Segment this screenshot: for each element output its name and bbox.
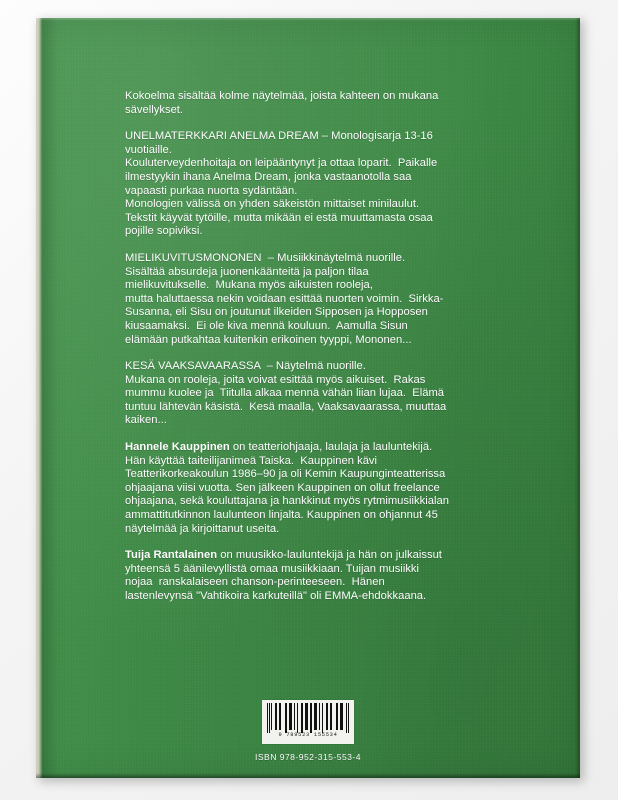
blurb-line: sävellykset.	[125, 103, 184, 116]
barcode-bars-svg	[266, 703, 350, 733]
cover-bottom-edge	[36, 773, 580, 778]
barcode-digits: 9 789523 155534	[278, 732, 338, 738]
blurb-line: kaiken...	[125, 414, 167, 427]
blurb-paragraph	[125, 252, 529, 347]
blurb-line: näytelmää ja kirjoittanut useita.	[125, 522, 280, 535]
blurb-line: ohjaajana viisi vuotta. Sen jälkeen Kauppinen on ollut freelance	[125, 481, 440, 494]
blurb-line	[125, 441, 529, 455]
blurb-line: mielikuvitukselle. Mukana myös aikuisten rooleja,	[125, 279, 373, 292]
blurb-line: Kouluterveydenhoitaja on leipääntynyt ja ottaa loparit. Paikalle	[125, 157, 438, 170]
blurb-line: mummu kuolee ja Tiitulla alkaa mennä vähän liian lujaa. Elämä	[125, 387, 445, 400]
blurb-line: ammattitutkinnon laulunteon linjalta. Kauppinen on ohjannut 45	[125, 509, 438, 522]
blurb-paragraph	[125, 90, 529, 117]
blurb-line: lastenlevynsä "Vahtikoira karkuteillä" oli EMMA-ehdokkaana.	[125, 590, 427, 602]
blurb-line: KESÄ VAAKSAVAARASSA – Näytelmä nuorille.	[125, 360, 366, 373]
blurb-line: Mukana on rooleja, joita voivat esittää myös aikuiset. Rakas	[125, 373, 426, 386]
cover-right-edge	[575, 18, 580, 778]
blurb-line: Sisältää absurdeja juonenkäänteitä ja paljon tilaa	[125, 265, 369, 278]
blurb-line: vuotiaille.	[125, 143, 172, 156]
blurb-line: mutta haluttaessa nekin voidaan esittää nuorten voimin. Sirkka-	[125, 292, 444, 305]
blurb-line-text: on teatteriohjaaja, laulaja ja lauluntekijä.	[229, 441, 433, 454]
blurb-line: Monologien välissä on yhden säkeistön mittaiset minilaulut.	[125, 198, 420, 211]
blurb-paragraph	[125, 360, 529, 428]
blurb-line: elämään putkahtaa kuitenkin erikoinen tyyppi, Mononen...	[125, 333, 412, 346]
blurb-line: yhteensä 5 äänilevyllistä omaa musiikkiaan. Tuijan musiikki	[125, 562, 420, 575]
book-back-cover	[36, 18, 580, 778]
blurb-line: UNELMATERKKARI ANELMA DREAM – Monologisarja 13-16	[125, 130, 433, 143]
barcode-block	[242, 700, 374, 762]
blurb-line: Teatterikorkeakoulun 1986–90 ja oli Kemin Kaupunginteatterissa	[125, 468, 446, 481]
blurb-line: Kokoelma sisältää kolme näytelmää, joista kahteen on mukana	[125, 90, 439, 102]
author-name: Tuija Rantalainen	[125, 549, 218, 562]
author-name: Hannele Kauppinen	[125, 441, 230, 454]
blurb-line: ohjaajana, sekä kouluttajana ja hankkinut myös rytmimusiikkialan	[125, 495, 450, 508]
blurb-line: vapaasti purkaa nuorta sydäntään.	[125, 184, 298, 197]
blurb-line: pojille sopiviksi.	[125, 225, 203, 238]
cover-top-highlight	[36, 18, 580, 21]
blurb-line: tuntuu lähtevän käsistä. Kesä maalla, Vaaksavaarassa, muuttaa	[125, 400, 447, 413]
blurb-line: Hän käyttää taiteilijanimeä Taiska. Kauppinen kävi	[125, 454, 378, 467]
blurb-paragraph	[125, 130, 529, 239]
blurb-paragraph	[125, 441, 529, 536]
back-cover-blurb	[125, 90, 529, 604]
blurb-line	[125, 549, 529, 563]
blurb-line: kiusaamaksi. Ei ole kiva mennä kouluun. Aamulla Sisun	[125, 319, 408, 332]
blurb-line: ilmestyykin ihana Anelma Dream, jonka vastaanotolla saa	[125, 170, 412, 183]
isbn-text: ISBN 978-952-315-553-4	[255, 752, 361, 762]
spine-shadow	[42, 18, 58, 778]
blurb-line: MIELIKUVITUSMONONEN – Musiikkinäytelmä nuorille.	[125, 251, 406, 264]
blurb-line: Susanna, eli Sisu on joutunut ilkeiden Sipposen ja Hopposen	[125, 306, 428, 319]
blurb-line: nojaa ranskalaiseen chanson-perinteeseen. Hänen	[125, 576, 385, 589]
blurb-line: Tekstit käyvät tytöille, mutta mikään ei estä muuttamasta osaa	[125, 211, 433, 224]
blurb-paragraph	[125, 549, 529, 603]
barcode-box	[262, 700, 354, 744]
blurb-line-text: on muusikko-lauluntekijä ja hän on julkaissut	[217, 549, 442, 562]
